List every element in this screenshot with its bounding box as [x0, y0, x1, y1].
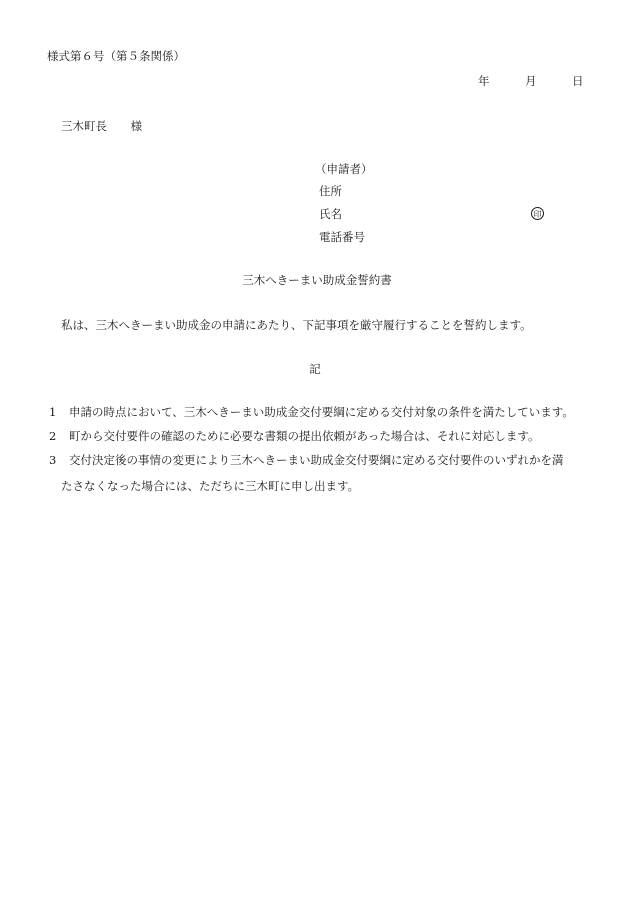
addressee — [61, 121, 142, 133]
seal-icon: 印 — [531, 207, 544, 220]
applicant-heading: （申請者） — [315, 162, 373, 176]
form-number: 様式第６号（第５条関係） — [47, 49, 185, 63]
applicant-name-label: 氏名 — [319, 207, 342, 221]
addressee-name: 三木町長 — [61, 119, 107, 133]
addressee-honorific: 様 — [130, 119, 143, 133]
date-month-label: 月 — [525, 74, 537, 88]
item-text: 町から交付要件の確認のために必要な書類の提出依頼があった場合は、それに対応します。 — [69, 429, 540, 443]
item-text: 交付決定後の事情の変更により三木へきーまい助成金交付要綱に定める交付要件のいずれかを満 — [69, 453, 564, 467]
list-item — [49, 455, 564, 467]
item-continuation: たさなくなった場合には、ただちに三木町に申し出ます。 — [61, 479, 360, 493]
applicant-phone-label: 電話番号 — [319, 230, 365, 244]
date-day-label: 日 — [572, 74, 584, 88]
item-number: 3 — [49, 453, 57, 467]
list-item — [49, 431, 539, 443]
ki-heading: 記 — [309, 362, 321, 376]
item-number: 1 — [49, 405, 57, 419]
document-title: 三木へきーまい助成金誓約書 — [242, 273, 392, 287]
applicant-address-label: 住所 — [319, 184, 342, 198]
pledge-text: 私は、三木へきーまい助成金の申請にあたり、下記事項を厳守履行することを誓約します。 — [61, 318, 532, 332]
item-number: 2 — [49, 429, 57, 443]
date-year-label: 年 — [478, 74, 490, 88]
item-text: 申請の時点において、三木へきーまい助成金交付要綱に定める交付対象の条件を満たしています。 — [69, 405, 574, 419]
list-item — [49, 407, 574, 419]
